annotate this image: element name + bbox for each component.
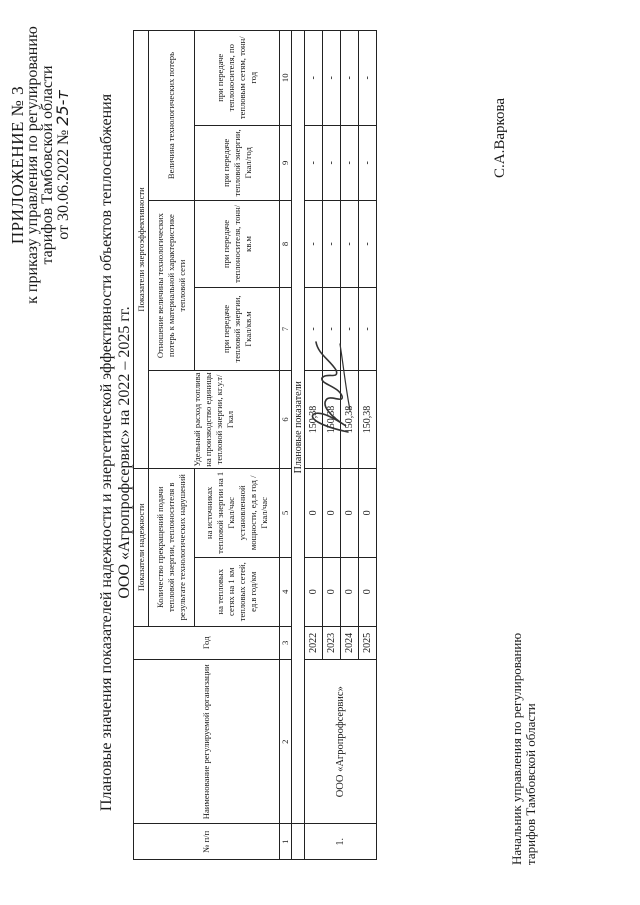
cell-losses-heat: - <box>341 125 359 201</box>
header-outages-sources: на источниках тепловой энергии на 1 Гкал/час установленной мощности, ед.в год /Гкал/час <box>195 468 280 557</box>
cell-ratio-carrier: - <box>359 201 377 288</box>
appendix-title: ПРИЛОЖЕНИЕ № 3 <box>8 85 27 245</box>
org-number: 1. <box>305 824 377 860</box>
appendix-line3 <box>55 15 71 315</box>
col-number: 7 <box>280 287 292 370</box>
cell-ratio-heat: - <box>305 287 323 370</box>
cell-year: 2024 <box>341 626 359 659</box>
cell-fuel: 150,38 <box>323 371 341 469</box>
title-line2: ООО «Агропрофсервис» на 2022 – 2025 гг. <box>116 306 133 599</box>
table-row <box>305 31 323 860</box>
cell-outages-networks: 0 <box>359 557 377 626</box>
cell-ratio-carrier: - <box>341 201 359 288</box>
appendix-line1: к приказу управления по регулированию <box>24 26 41 304</box>
header-efficiency: Показатели энергоэффективности <box>134 31 149 469</box>
cell-losses-carrier: - <box>359 31 377 126</box>
col-number: 9 <box>280 125 292 201</box>
section-spacer <box>292 824 305 860</box>
signer-position <box>510 633 538 865</box>
header-reliability: Показатели надежности <box>134 468 149 626</box>
header-fuel: Удельный расход топлива на производство единицы тепловой энергии, кг.у.т/Гкал <box>149 371 280 469</box>
cell-losses-carrier: - <box>341 31 359 126</box>
cell-outages-sources: 0 <box>341 468 359 557</box>
cell-outages-sources: 0 <box>359 468 377 557</box>
appendix-line2: тарифов Тамбовской области <box>39 65 56 265</box>
header-year: Год <box>134 626 280 659</box>
header-org: Наименование регулируемой организации <box>134 660 280 824</box>
org-name: ООО «Агропрофсервис» <box>305 660 377 824</box>
header-ratio-carrier: при передаче теплоносителя, тонн/кв.м <box>195 201 280 288</box>
document-title <box>98 0 134 905</box>
cell-outages-sources: 0 <box>323 468 341 557</box>
cell-fuel: 150,38 <box>305 371 323 469</box>
cell-ratio-heat: - <box>323 287 341 370</box>
cell-outages-sources: 0 <box>305 468 323 557</box>
header-num: № п/п <box>134 824 280 860</box>
cell-ratio-carrier: - <box>305 201 323 288</box>
col-number: 3 <box>280 626 292 659</box>
appendix-header <box>10 15 71 315</box>
cell-year: 2022 <box>305 626 323 659</box>
header-outages: Количество прекращений подачи тепловой энергии, теплоносителя в результате технологических нарушений <box>149 468 195 626</box>
cell-year: 2023 <box>323 626 341 659</box>
col-number: 10 <box>280 31 292 126</box>
col-number: 5 <box>280 468 292 557</box>
cell-fuel: 150,38 <box>359 371 377 469</box>
cell-ratio-heat: - <box>359 287 377 370</box>
cell-losses-heat: - <box>359 125 377 201</box>
cell-ratio-heat: - <box>341 287 359 370</box>
document-number: 25-т <box>53 90 72 126</box>
position-line1: Начальник управления по регулированию <box>509 632 524 865</box>
col-number: 8 <box>280 201 292 288</box>
cell-losses-heat: - <box>305 125 323 201</box>
cell-outages-networks: 0 <box>323 557 341 626</box>
header-outages-networks: на тепловых сетях на 1 км тепловых сетей, ед.в год/км <box>195 557 280 626</box>
col-number: 2 <box>280 660 292 824</box>
appendix-date: от 30.06.2022 № <box>55 129 72 240</box>
header-losses-carrier: при передаче теплоносителя, по тепловым сетям, тонн/год <box>195 31 280 126</box>
indicators-table <box>133 30 377 860</box>
col-number: 1 <box>280 824 292 860</box>
section-title: Плановые показатели <box>292 31 305 824</box>
cell-fuel: 150,38 <box>341 371 359 469</box>
position-line2: тарифов Тамбовской области <box>523 703 538 865</box>
title-line1: Плановые значения показателей надежности и энергетической эффективности объектов теплоснабжения <box>98 93 115 812</box>
col-number: 4 <box>280 557 292 626</box>
cell-losses-heat: - <box>323 125 341 201</box>
header-ratio-heat: при передаче тепловой энергии, Гкал/кв.м <box>195 287 280 370</box>
cell-losses-carrier: - <box>305 31 323 126</box>
cell-outages-networks: 0 <box>341 557 359 626</box>
header-losses: Величина технологических потерь <box>149 31 195 201</box>
cell-losses-carrier: - <box>323 31 341 126</box>
header-losses-heat: при передаче тепловой энергии, Гкал/год <box>195 125 280 201</box>
signer-name: С.А.Варкова <box>492 97 508 178</box>
header-ratio: Отношение величины технологических потерь к материальной характеристике тепловой сети <box>149 201 195 371</box>
col-number: 6 <box>280 371 292 469</box>
handwritten-signature <box>300 330 360 440</box>
cell-outages-networks: 0 <box>305 557 323 626</box>
cell-ratio-carrier: - <box>323 201 341 288</box>
cell-year: 2025 <box>359 626 377 659</box>
